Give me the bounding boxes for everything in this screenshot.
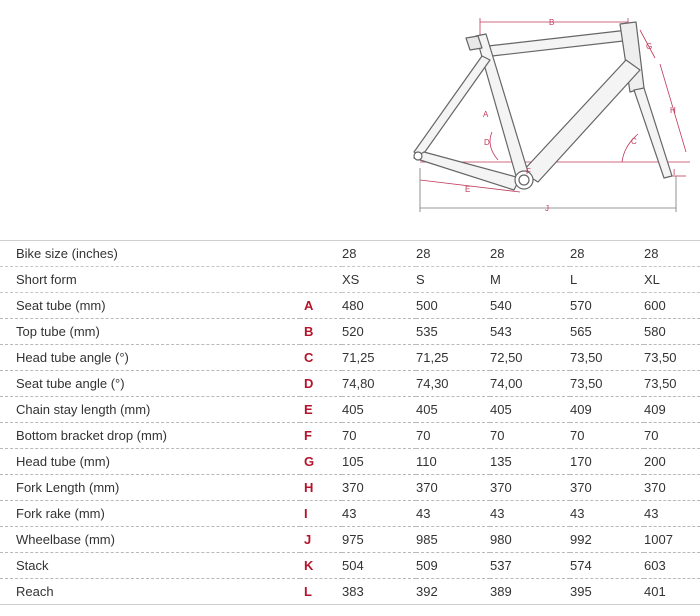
dimension-letter: E [304, 402, 313, 417]
header-value: L [570, 272, 578, 287]
cell-value: 71,25 [416, 350, 449, 365]
cell-value: 603 [644, 558, 666, 573]
cell-value: 73,50 [570, 376, 603, 391]
cell-value: 70 [342, 428, 357, 443]
cell-value: 520 [342, 324, 364, 339]
cell-value: 570 [570, 298, 592, 313]
cell-value: 43 [342, 506, 357, 521]
dimension-letter: F [304, 428, 312, 443]
fork [634, 88, 672, 178]
cell-value: 200 [644, 454, 666, 469]
cell-value: 71,25 [342, 350, 375, 365]
cell-value: 389 [490, 584, 512, 599]
row-label: Head tube (mm) [16, 454, 110, 469]
cell-value: 70 [570, 428, 585, 443]
cell-value: 574 [570, 558, 592, 573]
cell-value: 580 [644, 324, 666, 339]
cell-value: 43 [644, 506, 659, 521]
row-label: Seat tube (mm) [16, 298, 106, 313]
dimension-letter: C [304, 350, 314, 365]
header-value: 28 [342, 246, 357, 261]
row-label: Seat tube angle (°) [16, 376, 125, 391]
row-label: Fork Length (mm) [16, 480, 120, 495]
dimension-letter: L [304, 584, 312, 599]
row-label: Top tube (mm) [16, 324, 100, 339]
table-header-row [0, 267, 700, 293]
cell-value: 480 [342, 298, 364, 313]
cell-value: 395 [570, 584, 592, 599]
header-label: Bike size (inches) [16, 246, 118, 261]
cell-value: 985 [416, 532, 438, 547]
cell-value: 70 [416, 428, 431, 443]
row-label: Wheelbase (mm) [16, 532, 115, 547]
dim-letter-i: I [673, 168, 676, 177]
cell-value: 405 [342, 402, 364, 417]
dimension-letter: H [304, 480, 314, 495]
cell-value: 135 [490, 454, 512, 469]
dim-letter-a: A [483, 110, 489, 119]
cell-value: 509 [416, 558, 438, 573]
table-row [0, 397, 700, 423]
down-tube [522, 60, 640, 182]
cell-value: 980 [490, 532, 512, 547]
header-value: XS [342, 272, 360, 287]
cell-value: 70 [644, 428, 659, 443]
top-tube [488, 30, 632, 56]
cell-value: 543 [490, 324, 512, 339]
dimension-letter: A [304, 298, 314, 313]
header-value: XL [644, 272, 660, 287]
cell-value: 401 [644, 584, 666, 599]
table-row [0, 371, 700, 397]
cell-value: 565 [570, 324, 592, 339]
cell-value: 383 [342, 584, 364, 599]
dimension-letter: D [304, 376, 314, 391]
row-label: Head tube angle (°) [16, 350, 129, 365]
cell-value: 370 [570, 480, 592, 495]
table-row [0, 449, 700, 475]
cell-value: 1007 [644, 532, 673, 547]
dim-letter-f: F [526, 167, 531, 176]
cell-value: 43 [570, 506, 585, 521]
cell-value: 70 [490, 428, 505, 443]
table-row [0, 345, 700, 371]
cell-value: 73,50 [570, 350, 603, 365]
cell-value: 43 [490, 506, 505, 521]
cell-value: 975 [342, 532, 364, 547]
table-row [0, 319, 700, 345]
cell-value: 370 [644, 480, 666, 495]
cell-value: 405 [416, 402, 438, 417]
table-row [0, 423, 700, 449]
row-label: Bottom bracket drop (mm) [16, 428, 167, 443]
dimension-letter: I [304, 506, 308, 521]
header-label: Short form [16, 272, 77, 287]
seat-stay [414, 56, 490, 156]
row-label: Fork rake (mm) [16, 506, 105, 521]
row-label: Stack [16, 558, 49, 573]
cell-value: 500 [416, 298, 438, 313]
cell-value: 43 [416, 506, 431, 521]
cell-value: 600 [644, 298, 666, 313]
cell-value: 992 [570, 532, 592, 547]
table-header-row [0, 241, 700, 267]
geometry-table [0, 240, 700, 605]
header-value: 28 [416, 246, 431, 261]
table-row [0, 501, 700, 527]
row-label: Chain stay length (mm) [16, 402, 151, 417]
header-value: M [490, 272, 501, 287]
cell-value: 73,50 [644, 376, 677, 391]
table-row [0, 553, 700, 579]
dim-letter-b: B [549, 18, 555, 27]
cell-value: 74,00 [490, 376, 523, 391]
header-value: S [416, 272, 425, 287]
cell-value: 72,50 [490, 350, 523, 365]
cell-value: 105 [342, 454, 364, 469]
dim-letter-g: G [646, 42, 653, 51]
cell-value: 504 [342, 558, 364, 573]
cell-value: 370 [490, 480, 512, 495]
cell-value: 409 [570, 402, 592, 417]
cell-value: 537 [490, 558, 512, 573]
dimension-letter: B [304, 324, 314, 339]
header-value: 28 [644, 246, 659, 261]
bike-frame [414, 22, 672, 190]
frame-geometry-diagram [0, 0, 700, 240]
dim-letter-h: H [670, 106, 676, 115]
cell-value: 74,30 [416, 376, 449, 391]
dim-letter-c: C [631, 137, 637, 146]
cell-value: 73,50 [644, 350, 677, 365]
cell-value: 370 [416, 480, 438, 495]
table-row [0, 527, 700, 553]
table-row [0, 475, 700, 501]
cell-value: 110 [416, 454, 437, 469]
dim-letter-e: E [465, 185, 471, 194]
cell-value: 409 [644, 402, 666, 417]
cell-value: 370 [342, 480, 364, 495]
cell-value: 540 [490, 298, 512, 313]
cell-value: 405 [490, 402, 512, 417]
header-value: 28 [570, 246, 585, 261]
cell-value: 170 [570, 454, 592, 469]
header-value: 28 [490, 246, 505, 261]
dim-d-arc [490, 132, 498, 160]
dimension-letter: J [304, 532, 312, 547]
cell-value: 392 [416, 584, 438, 599]
cell-value: 74,80 [342, 376, 375, 391]
table-row [0, 579, 700, 605]
rear-dropout [414, 152, 422, 160]
dimension-letter: G [304, 454, 315, 469]
frame-geometry-svg [0, 0, 700, 240]
dim-letter-d: D [484, 138, 490, 147]
table-row [0, 293, 700, 319]
row-label: Reach [16, 584, 54, 599]
dimension-letter: K [304, 558, 314, 573]
cell-value: 535 [416, 324, 438, 339]
dim-letter-j: J [545, 204, 549, 213]
